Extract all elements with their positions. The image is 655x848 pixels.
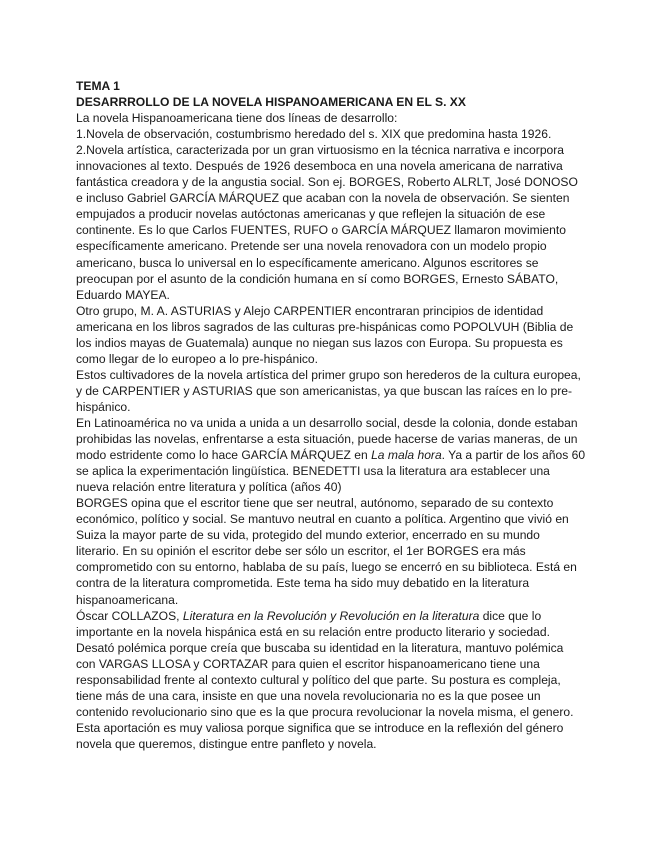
paragraph-5-text-a: En Latinoamérica no va unida a unida a un desarrollo social, desde la colonia, donde estaban prohibidas las novelas, enfrentarse a esta situación, puede hacerse de varias maneras, de un modo estridente como lo hace GARCÍA MÁRQUEZ en — [76, 415, 578, 463]
paragraph-5-text-b: . Ya a partir de los años 60 se aplica la experimentación lingüística. BENEDETTI usa la literatura ara establecer una nueva relación entre literatura y política (años 40) — [76, 448, 586, 495]
book-title-collazos: Literatura en la Revolución y Revolución en la literatura — [182, 608, 480, 623]
document-title: TEMA 1 — [76, 79, 120, 93]
document-page — [76, 78, 586, 752]
paragraph-1: 1.Novela de observación, costumbrismo heredado del s. XIX que predomina hasta 1926. — [76, 127, 552, 142]
paragraph-7-text-b: dice que lo importante en la novela hispánica está en su relación entre producto literario y sociedad. Desató polémica porque creía que buscaba su identidad en la literatura, mantuvo polémica con VARGAS LLOSA y CORTAZAR para quien el escritor hispanoamericano tiene una responsabilidad frente al contexto cultural y político del que parte. Su postura es compleja, tiene más de una cara, insiste en que una novela revolucionaria no es la que posee un contenido revolucionario sino que es la que procura revolucionar la novela misma, el genero. Esta aportación es muy valiosa porque significa que se introduce en la reflexión del género novela que queremos, distingue entre panfleto y novela. — [76, 608, 574, 751]
paragraph-5 — [76, 415, 586, 495]
paragraph-2: 2.Novela artística, caracterizada por un gran virtuosismo en la técnica narrativa e incorpora innovaciones al texto. Después de 1926 desemboca en una novela americana de narrativa fantástica creadora y de la angustia social. Son ej. BORGES, Roberto ALRLT, José DONOSO e incluso Gabriel GARCÍA MÁRQUEZ que acaban con la novela de observación. Se sienten empujados a producir novelas autóctonas americanas y que reflejen la situación de ese continente. Es lo que Carlos FUENTES, RUFO o GARCÍA MÁRQUEZ llamaron movimiento específicamente americano. Pretende ser una novela renovadora con un modelo propio americano, busca lo universal en lo específicamente americano. Algunos escritores se preocupan por el asunto de la condición humana en sí como BORGES, Ernesto SÁBATO, Eduardo MAYEA. — [76, 143, 578, 302]
paragraph-7 — [76, 608, 586, 752]
document-heading: DESARRROLLO DE LA NOVELA HISPANOAMERICANA EN EL S. XX — [76, 95, 466, 110]
paragraph-6: BORGES opina que el escritor tiene que ser neutral, autónomo, separado de su contexto económico, político y social. Se mantuvo neutral en cuanto a política. Argentino que vivió en Suiza la mayor parte de su vida, protegido del mundo exterior, encerrado en su mundo literario. En su opinión el escritor debe ser sólo un escritor, el 1er BORGES era más comprometido con su entorno, hablaba de su país, luego se encerró en su biblioteca. Está en contra de la literatura comprometida. Este tema ha sido muy debatido en la literatura hispanoamericana. — [76, 496, 577, 607]
paragraph-7-text-a: Óscar COLLAZOS, — [76, 608, 183, 623]
paragraph-3: Otro grupo, M. A. ASTURIAS y Alejo CARPENTIER encontraran principios de identidad americana en los libros sagrados de las culturas pre-hispánicas como POPOLVUH (Biblia de los indios mayas de Guatemala) aunque no niegan sus lazos con Europa. Su propuesta es como llegar de lo europeo a lo pre-hispánico. — [76, 303, 574, 366]
book-title-la-mala-hora: La mala hora — [371, 448, 442, 463]
intro-paragraph: La novela Hispanoamericana tiene dos líneas de desarrollo: — [76, 111, 398, 126]
paragraph-4: Estos cultivadores de la novela artística del primer grupo son herederos de la cultura europea, y de CARPENTIER y ASTURIAS que son americanistas, ya que buscan las raíces en lo pre-hispánico. — [76, 367, 581, 414]
